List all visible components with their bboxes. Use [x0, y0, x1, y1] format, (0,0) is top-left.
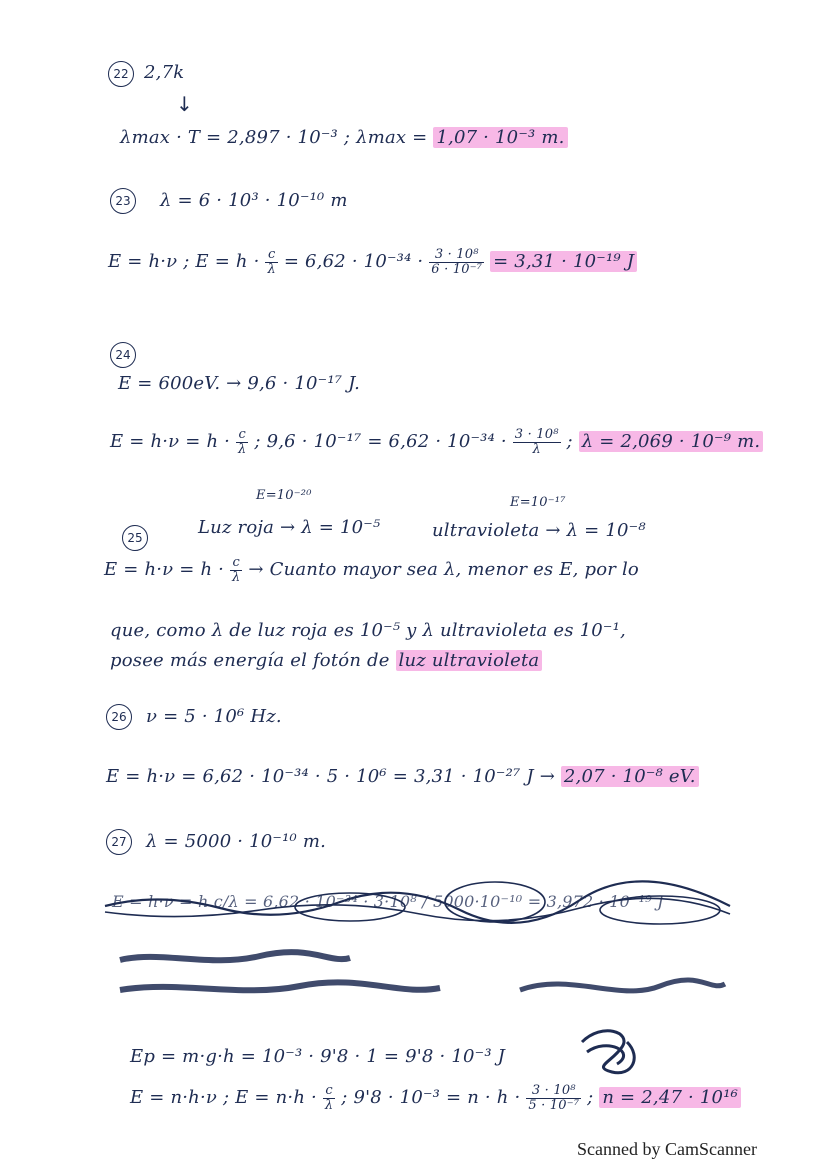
p26-eq-text: E = h·ν = 6,62 · 10⁻³⁴ · 5 · 10⁶ = 3,31 · 10⁻²⁷ J → [106, 766, 555, 787]
p23-result: = 3,31 · 10⁻¹⁹ J [490, 251, 637, 272]
p26-equation [106, 766, 699, 787]
p24-given: E = 600eV. → 9,6 · 10⁻¹⁷ J. [118, 373, 361, 394]
p25-equation [104, 556, 639, 584]
frac-denominator: λ [232, 569, 241, 585]
p27-result: n = 2,47 · 10¹⁶ [599, 1087, 741, 1108]
frac-numerator: 3 · 10⁸ [514, 427, 559, 442]
p27-ep: Ep = m·g·h = 10⁻³ · 9'8 · 1 = 9'8 · 10⁻³ J [130, 1046, 506, 1067]
frac-denominator: λ [238, 441, 247, 457]
frac-numerator: 3 · 10⁸ [526, 1084, 581, 1099]
frac-denominator: λ [532, 441, 541, 457]
p25-frac-c [230, 556, 242, 584]
down-arrow-icon: ↓ [176, 92, 193, 116]
frac-numerator: c [265, 248, 277, 263]
p27-eq2-mid: ; 9'8 · 10⁻³ = n · h · [341, 1087, 521, 1109]
p27-equation2: E = n·h·ν ; E = n·h · $\frac{c}{\lambda}$ ; 9'8 · 10⁻³ = n · h · $\frac{\text{3 · 10⁸}}{\text{5 · 10⁻⁷}}$ ; n = 2,47 · 10¹⁶ [130, 1084, 741, 1112]
p25-red-energy-note: E=10⁻²⁰ [256, 488, 312, 503]
p25-uv-energy-note: E=10⁻¹⁷ [510, 495, 566, 510]
p27-given: λ = 5000 · 10⁻¹⁰ m. [146, 831, 327, 852]
problem-number-26: 26 [106, 704, 132, 730]
p27-frac [526, 1084, 581, 1112]
p25-red: Luz roja → λ = 10⁻⁵ [198, 517, 381, 538]
p27-eq2-left: E = n·h·ν ; E = n·h · [130, 1087, 317, 1109]
p26-result: 2,07 · 10⁻⁸ eV. [561, 766, 699, 787]
frac-numerator: c [236, 428, 248, 443]
p24-eq-mid: ; 9,6 · 10⁻¹⁷ = 6,62 · 10⁻³⁴ · [254, 431, 507, 453]
p24-equation: E = h·ν = h · $\frac{c}{\lambda}$ ; 9,6 · 10⁻¹⁷ = 6,62 · 10⁻³⁴ · $\frac{\text{3 · 10⁸}}{\lambda}$ ; λ = 2,069 · 10⁻⁹ m. [110, 428, 763, 456]
p26-given: ν = 5 · 10⁶ Hz. [146, 706, 282, 727]
p25-line3-highlight: luz ultravioleta [396, 650, 543, 671]
p24-frac [513, 428, 561, 456]
p25-eq-left: E = h·ν = h · [104, 559, 225, 581]
frac-denominator: 6 · 10⁻⁷ [431, 261, 483, 277]
frac-denominator: 5 · 10⁻⁷ [528, 1097, 580, 1113]
scribble-blob [572, 1022, 652, 1082]
p25-line3-pre: posee más energía el fotón de [110, 650, 390, 671]
p22-header: 2,7k [144, 62, 185, 83]
problem-number-27: 27 [106, 829, 132, 855]
p23-eq-left: E = h·ν ; E = h · [108, 251, 260, 273]
p27-struck-equation: E = h·ν = h c/λ = 6,62 · 10⁻³⁴ · 3·10⁸ / 5000·10⁻¹⁰ = 3,972 · 10⁻¹⁹ J [112, 892, 664, 911]
p24-result: λ = 2,069 · 10⁻⁹ m. [579, 431, 764, 452]
p22-eq-text: λmax · T = 2,897 · 10⁻³ ; λmax = [120, 127, 428, 148]
p25-line2: que, como λ de luz roja es 10⁻⁵ y λ ultravioleta es 10⁻¹, [110, 620, 626, 641]
p25-line3 [110, 650, 542, 671]
frac-denominator: λ [324, 1097, 334, 1113]
p25-eq-text: → Cuanto mayor sea λ, menor es E, por lo [248, 559, 639, 581]
p23-frac-c [265, 248, 277, 276]
problem-number-24: 24 [110, 342, 136, 368]
p23-equation [108, 248, 637, 276]
frac-numerator: 3 · 10⁸ [429, 248, 484, 263]
p22-equation [120, 127, 568, 148]
frac-denominator: λ [267, 261, 276, 277]
frac-numerator: c [230, 556, 242, 571]
frac-numerator: c [323, 1084, 335, 1099]
p24-frac-c [236, 428, 248, 456]
p24-eq-left: E = h·ν = h · [110, 431, 231, 453]
p23-frac [429, 248, 484, 276]
problem-number-25: 25 [122, 525, 148, 551]
problem-number-23: 23 [110, 188, 136, 214]
p25-uv: ultravioleta → λ = 10⁻⁸ [432, 520, 646, 541]
p22-result: 1,07 · 10⁻³ m. [433, 127, 567, 148]
p27-frac-c [323, 1084, 335, 1112]
scanner-watermark: Scanned by CamScanner [577, 1139, 757, 1159]
scribble-strikeouts [100, 872, 740, 1012]
p23-eq-mid: = 6,62 · 10⁻³⁴ · [283, 251, 424, 273]
p23-given: λ = 6 · 10³ · 10⁻¹⁰ m [160, 190, 348, 211]
problem-number-22: 22 [108, 61, 134, 87]
